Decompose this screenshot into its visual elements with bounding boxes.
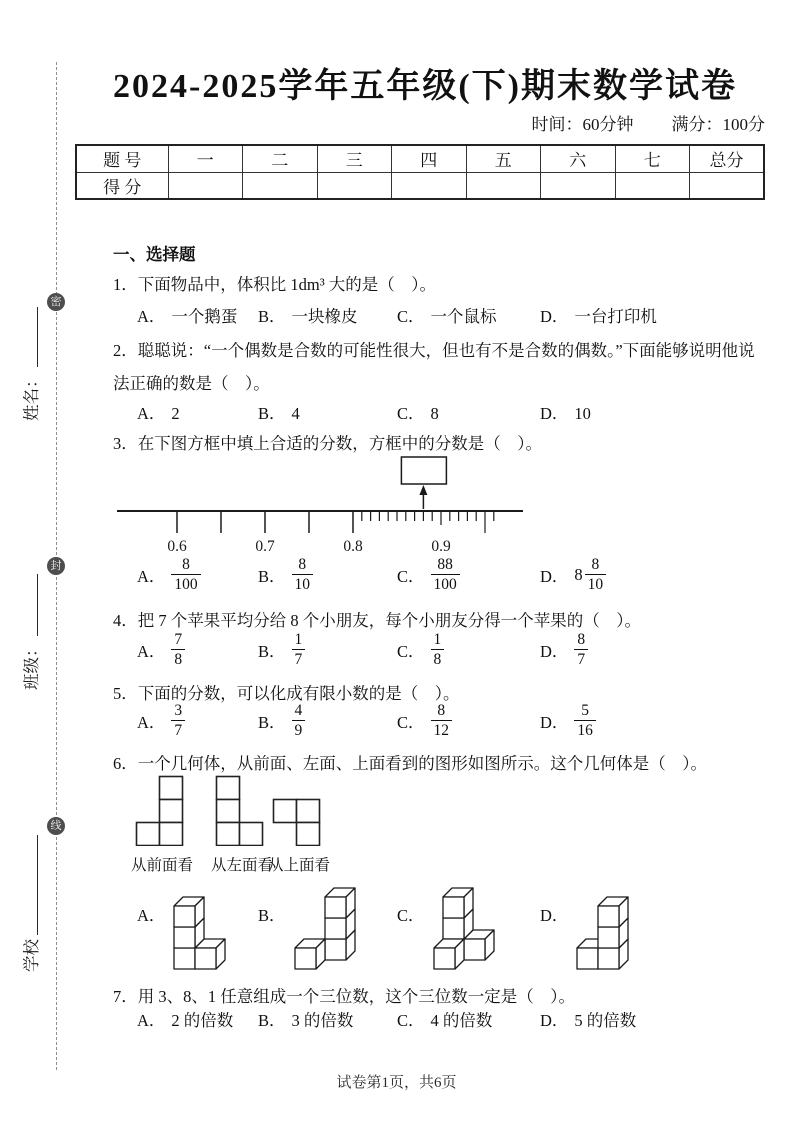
option-letter: B．	[258, 1011, 286, 1030]
question-2-option-c	[397, 400, 439, 424]
option-text: 2	[171, 404, 180, 423]
question-7-text: 7．用 3、8、1 任意组成一个三位数，这个三位数一定是（ ）。	[113, 987, 575, 1006]
option-letter: C．	[397, 1011, 425, 1030]
question-1-option-d	[540, 303, 657, 327]
svg-text:0.7: 0.7	[255, 538, 275, 555]
view-label-3: 从上面看	[268, 857, 331, 874]
view-label-1: 从前面看	[131, 857, 194, 874]
option-text: 5 的倍数	[574, 1011, 637, 1030]
option-letter: B．	[258, 566, 286, 586]
score-table-col-1: 一	[168, 145, 243, 172]
option-letter: A．	[137, 906, 166, 925]
question-4-option-c	[397, 630, 444, 670]
option-letter: B．	[258, 906, 286, 925]
score-table-col-2: 二	[243, 145, 318, 172]
student-name-label: 姓名：	[22, 371, 41, 421]
question-2-option-b	[258, 400, 300, 424]
question-3-option-d	[540, 555, 606, 595]
fraction: $\frac{5}{16}$	[574, 701, 596, 741]
score-cell-1	[168, 172, 243, 199]
question-6-option-c	[397, 877, 497, 973]
score-row-label: 得 分	[76, 172, 168, 199]
option-letter: C．	[397, 404, 425, 423]
number-line-figure	[115, 453, 535, 558]
question-7-option-c	[397, 1007, 492, 1031]
option-text: 10	[574, 404, 591, 423]
option-letter: A．	[137, 307, 166, 326]
question-2-option-d	[540, 400, 591, 424]
question-7	[0, 980, 793, 1030]
fraction: $\frac{88}{100}$	[431, 555, 460, 595]
question-5-text: 5．下面的分数，可以化成有限小数的是（ ）。	[113, 684, 460, 703]
question-2-option-a	[137, 400, 180, 424]
fraction: $\frac{7}{8}$	[171, 630, 185, 670]
option-text: 一台打印机	[574, 307, 657, 326]
option-letter: C．	[397, 906, 425, 925]
question-6-option-b	[258, 877, 358, 973]
fraction: $\frac{8}{12}$	[431, 701, 453, 741]
option-letter: C．	[397, 641, 425, 661]
option-letter: D．	[540, 566, 569, 586]
option-letter: D．	[540, 712, 569, 732]
exam-meta	[532, 110, 766, 135]
question-3-option-b	[258, 555, 313, 595]
option-letter: A．	[137, 641, 166, 661]
svg-text:0.6: 0.6	[167, 538, 187, 555]
question-2	[0, 334, 793, 423]
question-1	[0, 268, 793, 326]
option-letter: C．	[397, 712, 425, 732]
option-letter: D．	[540, 641, 569, 661]
seal-marker-mi: 密	[47, 293, 65, 311]
fraction: $\frac{3}{7}$	[171, 701, 185, 741]
fraction: $\frac{8}{7}$	[574, 630, 588, 670]
question-1-option-a	[137, 303, 237, 327]
fraction: $\frac{8}{100}$	[171, 555, 200, 595]
svg-text:0.9: 0.9	[431, 538, 451, 555]
question-6	[0, 747, 793, 925]
score-table-col-4: 四	[392, 145, 467, 172]
full-score: 满分：100分	[671, 115, 765, 134]
option-letter: B．	[258, 712, 286, 732]
student-school-field	[20, 830, 40, 972]
question-2-text: 法正确的数是（ ）。	[113, 374, 270, 393]
option-letter: B．	[258, 404, 286, 423]
option-letter: B．	[258, 641, 286, 661]
question-1-text: 1．下面物品中，体积比 1dm³ 大的是（ ）。	[113, 275, 437, 294]
mixed-number-whole: 8	[574, 564, 583, 584]
option-letter: B．	[258, 307, 286, 326]
question-1-option-b	[258, 303, 358, 327]
fraction: $\frac{1}{7}$	[292, 630, 306, 670]
option-letter: A．	[137, 1011, 166, 1030]
option-letter: D．	[540, 1011, 569, 1030]
option-letter: A．	[137, 566, 166, 586]
question-5	[0, 677, 793, 740]
question-7-option-a	[137, 1007, 233, 1031]
view-figure-2	[215, 775, 264, 851]
question-5-option-a	[137, 701, 185, 741]
question-4-option-b	[258, 630, 305, 670]
question-5-option-c	[397, 701, 452, 741]
time-limit: 时间：60分钟	[531, 115, 634, 134]
option-letter: A．	[137, 712, 166, 732]
option-letter: C．	[397, 566, 425, 586]
view-figure-3	[272, 775, 321, 851]
question-3	[0, 427, 793, 594]
student-class-label: 班级：	[22, 640, 41, 690]
question-4-text: 4．把 7 个苹果平均分给 8 个小朋友，每个小朋友分得一个苹果的（ ）。	[113, 611, 641, 630]
score-table-col-5: 五	[466, 145, 541, 172]
question-5-option-d	[540, 701, 596, 741]
question-7-option-b	[258, 1007, 353, 1031]
question-3-text: 3．在下图方框中填上合适的分数，方框中的分数是（ ）。	[113, 434, 542, 453]
option-text: 一个鼠标	[430, 307, 497, 326]
score-table-col-3: 三	[317, 145, 392, 172]
option-text: 一块橡皮	[291, 307, 358, 326]
option-text: 一个鹅蛋	[171, 307, 238, 326]
seal-marker-feng: 封	[47, 557, 65, 575]
section-title: 一、选择题	[113, 245, 196, 264]
student-school-label: 学校	[22, 939, 41, 972]
question-3-option-c	[397, 555, 460, 595]
question-4-option-a	[137, 630, 185, 670]
page-title: 2024-2025学年五年级(下)期末数学试卷	[113, 68, 737, 105]
score-table	[75, 144, 765, 200]
seal-marker-xian: 线	[47, 817, 65, 835]
question-5-option-b	[258, 701, 305, 741]
option-letter: D．	[540, 906, 569, 925]
score-table-col-8: 总分	[690, 145, 765, 172]
option-letter: D．	[540, 307, 569, 326]
question-4-option-d	[540, 630, 588, 670]
fraction: $\frac{4}{9}$	[292, 701, 306, 741]
score-cell-6	[541, 172, 616, 199]
score-cell-3	[317, 172, 392, 199]
view-figure-1	[135, 775, 184, 851]
view-label-2: 从左面看	[211, 857, 274, 874]
fraction: $\frac{8}{10}$	[292, 555, 314, 595]
score-cell-5	[466, 172, 541, 199]
question-3-option-a	[137, 555, 201, 595]
option-letter: D．	[540, 404, 569, 423]
score-table-header-label: 题 号	[76, 145, 168, 172]
fraction: $\frac{1}{8}$	[431, 630, 445, 670]
option-text: 4	[291, 404, 300, 423]
option-text: 3 的倍数	[291, 1011, 354, 1030]
question-1-option-c	[397, 303, 497, 327]
score-cell-2	[243, 172, 318, 199]
score-cell-4	[392, 172, 467, 199]
score-cell-8	[690, 172, 765, 199]
option-letter: C．	[397, 307, 425, 326]
score-table-col-6: 六	[541, 145, 616, 172]
question-6-option-d	[540, 877, 640, 973]
option-text: 2 的倍数	[171, 1011, 234, 1030]
question-2-text: 2．聪聪说：“一个偶数是合数的可能性很大，但也有不是合数的偶数。”下面能够说明他说	[113, 341, 755, 360]
number-line-container	[115, 453, 535, 563]
school-blank-line	[37, 835, 38, 935]
fraction: $\frac{8}{10}$	[585, 555, 607, 595]
option-text: 8	[430, 404, 439, 423]
question-6-option-a	[137, 877, 237, 973]
score-table-col-7: 七	[615, 145, 690, 172]
option-text: 4 的倍数	[430, 1011, 493, 1030]
option-letter: A．	[137, 404, 166, 423]
page-footer: 试卷第1页，共6页	[336, 1075, 457, 1091]
score-cell-7	[615, 172, 690, 199]
svg-text:0.8: 0.8	[343, 538, 363, 555]
question-7-option-d	[540, 1007, 636, 1031]
question-6-text: 6．一个几何体，从前面、左面、上面看到的图形如图所示。这个几何体是（ ）。	[113, 754, 707, 773]
